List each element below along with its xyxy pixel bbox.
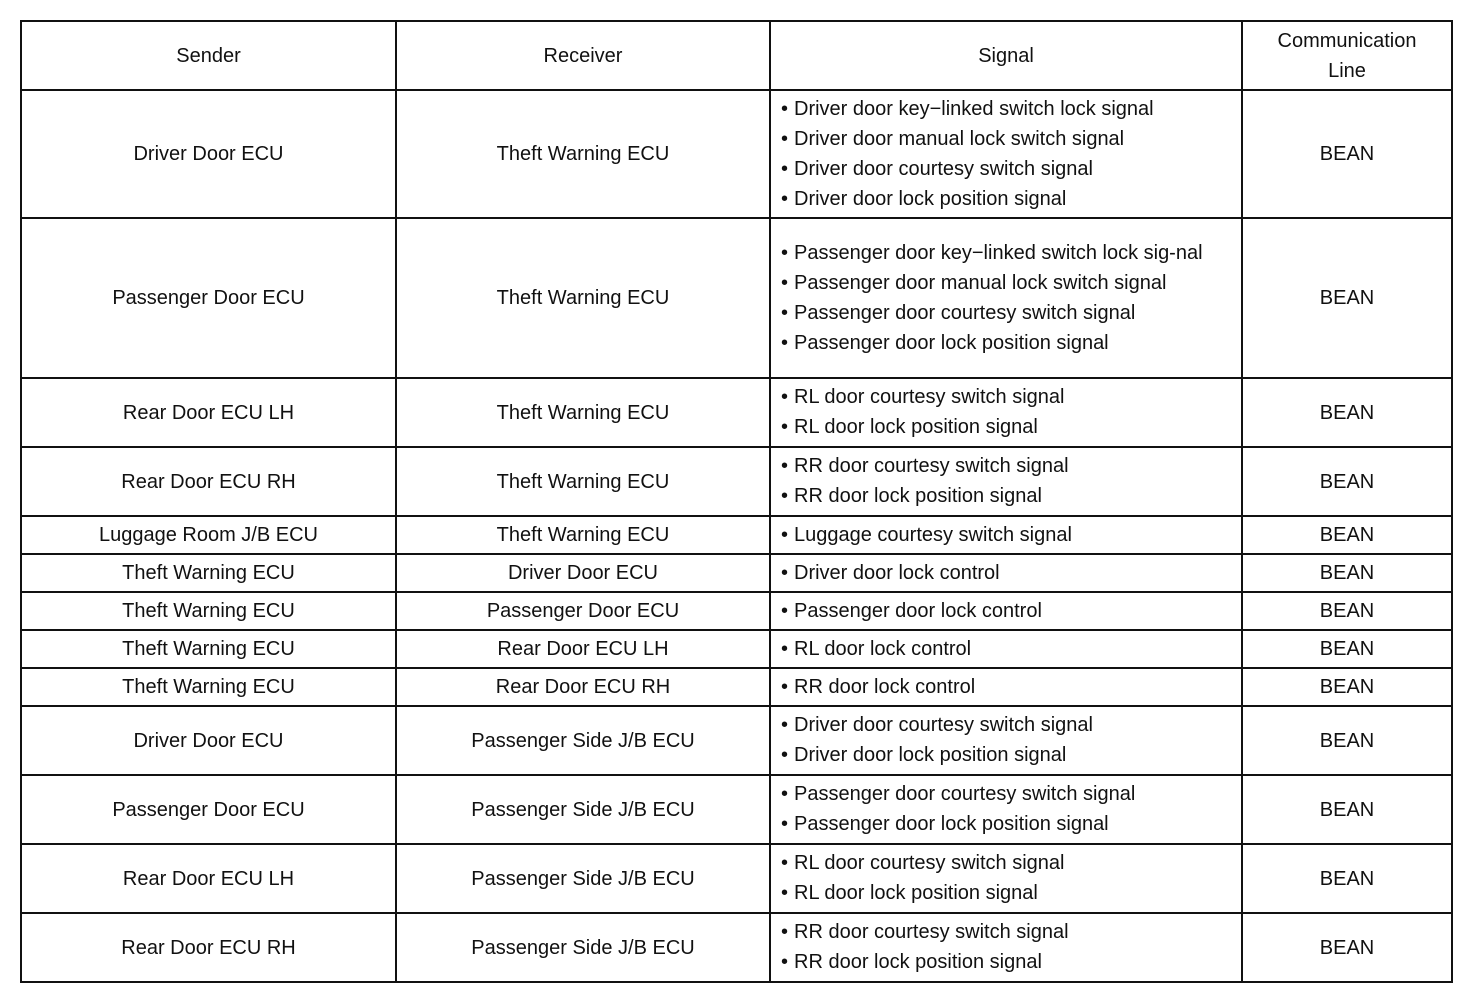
header-signal: Signal [770,21,1242,90]
signal-item: • RL door courtesy switch signal [781,382,1231,412]
signal-cell [770,516,1242,554]
signal-item: • Driver door lock control [781,558,1231,588]
signal-item: • Passenger door lock control [781,596,1231,626]
sender-cell: Theft Warning ECU [21,630,396,668]
signal-item: • RR door courtesy switch signal [781,917,1231,947]
signal-item: • RL door lock control [781,634,1231,664]
table-body [21,90,1452,982]
signal-list [781,634,1231,664]
signal-list [781,520,1231,550]
receiver-cell: Theft Warning ECU [396,378,770,447]
signal-item: • RL door lock position signal [781,878,1231,908]
header-communication-line-1: Communication [1277,29,1417,52]
receiver-cell: Passenger Side J/B ECU [396,913,770,982]
table-row [21,218,1452,378]
sender-cell: Driver Door ECU [21,706,396,775]
sender-cell: Driver Door ECU [21,90,396,218]
communication-line-cell: BEAN [1242,218,1452,378]
communication-line-cell: BEAN [1242,844,1452,913]
signal-item: • Passenger door lock position signal [781,809,1231,839]
sender-cell: Passenger Door ECU [21,218,396,378]
signal-cell [770,554,1242,592]
receiver-cell: Theft Warning ECU [396,218,770,378]
communication-line-cell: BEAN [1242,630,1452,668]
signal-list [781,596,1231,626]
signal-list [781,848,1231,908]
sender-cell: Theft Warning ECU [21,668,396,706]
receiver-cell: Passenger Side J/B ECU [396,706,770,775]
communication-line-cell: BEAN [1242,90,1452,218]
signal-list [781,710,1231,770]
communication-line-cell: BEAN [1242,913,1452,982]
signal-list [781,917,1231,977]
table-row [21,554,1452,592]
table-row [21,706,1452,775]
receiver-cell: Passenger Side J/B ECU [396,775,770,844]
sender-cell: Theft Warning ECU [21,592,396,630]
signal-item: • Passenger door manual lock switch signal [781,268,1231,298]
communication-line-cell: BEAN [1242,447,1452,516]
header-communication-line-2: Line [1328,59,1366,82]
table-row [21,90,1452,218]
table-row [21,378,1452,447]
signal-cell [770,668,1242,706]
signal-cell [770,218,1242,378]
signal-list [781,238,1231,358]
communication-line-cell: BEAN [1242,775,1452,844]
signal-item: • Driver door courtesy switch signal [781,154,1231,184]
table-row [21,516,1452,554]
signal-list [781,672,1231,702]
header-row [21,21,1452,90]
communication-line-cell: BEAN [1242,378,1452,447]
signal-cell [770,913,1242,982]
header-communication-line [1242,21,1452,90]
table-row [21,592,1452,630]
table-row [21,668,1452,706]
header-sender: Sender [21,21,396,90]
receiver-cell: Theft Warning ECU [396,516,770,554]
signal-item: • Passenger door courtesy switch signal [781,779,1231,809]
signal-item: • RL door lock position signal [781,412,1231,442]
signal-item: • RL door courtesy switch signal [781,848,1231,878]
signal-item: • RR door courtesy switch signal [781,451,1231,481]
signal-cell [770,630,1242,668]
header-receiver: Receiver [396,21,770,90]
signal-list [781,382,1231,442]
receiver-cell: Passenger Side J/B ECU [396,844,770,913]
signal-item: • RR door lock position signal [781,947,1231,977]
signal-cell [770,378,1242,447]
signal-cell [770,775,1242,844]
table-row [21,844,1452,913]
receiver-cell: Rear Door ECU LH [396,630,770,668]
receiver-cell: Passenger Door ECU [396,592,770,630]
communication-line-cell: BEAN [1242,516,1452,554]
signal-cell [770,90,1242,218]
signal-cell [770,844,1242,913]
receiver-cell: Rear Door ECU RH [396,668,770,706]
sender-cell: Rear Door ECU LH [21,844,396,913]
signal-item: • Driver door courtesy switch signal [781,710,1231,740]
communication-line-cell: BEAN [1242,668,1452,706]
table-row [21,775,1452,844]
signal-table-container [20,20,1453,983]
signal-item: • Driver door key−linked switch lock signal [781,94,1231,124]
signal-item: • Driver door lock position signal [781,740,1231,770]
signal-list [781,94,1231,214]
sender-cell: Luggage Room J/B ECU [21,516,396,554]
communication-line-cell: BEAN [1242,592,1452,630]
signal-item: • Passenger door courtesy switch signal [781,298,1231,328]
signal-cell [770,447,1242,516]
signal-list [781,779,1231,839]
signal-item: • Driver door lock position signal [781,184,1231,214]
table-row [21,913,1452,982]
sender-cell: Theft Warning ECU [21,554,396,592]
sender-cell: Rear Door ECU LH [21,378,396,447]
receiver-cell: Theft Warning ECU [396,447,770,516]
sender-cell: Rear Door ECU RH [21,913,396,982]
signal-list [781,558,1231,588]
communication-line-cell: BEAN [1242,706,1452,775]
sender-cell: Passenger Door ECU [21,775,396,844]
signal-cell [770,706,1242,775]
signal-item: • Passenger door lock position signal [781,328,1231,358]
table-row [21,447,1452,516]
signal-item: • RR door lock control [781,672,1231,702]
signal-item: • Driver door manual lock switch signal [781,124,1231,154]
receiver-cell: Theft Warning ECU [396,90,770,218]
signal-cell [770,592,1242,630]
receiver-cell: Driver Door ECU [396,554,770,592]
signal-item: • Passenger door key−linked switch lock sig-nal [781,238,1231,268]
signal-item: • Luggage courtesy switch signal [781,520,1231,550]
communication-line-cell: BEAN [1242,554,1452,592]
signal-list [781,451,1231,511]
communication-signal-table [20,20,1453,983]
sender-cell: Rear Door ECU RH [21,447,396,516]
table-row [21,630,1452,668]
signal-item: • RR door lock position signal [781,481,1231,511]
